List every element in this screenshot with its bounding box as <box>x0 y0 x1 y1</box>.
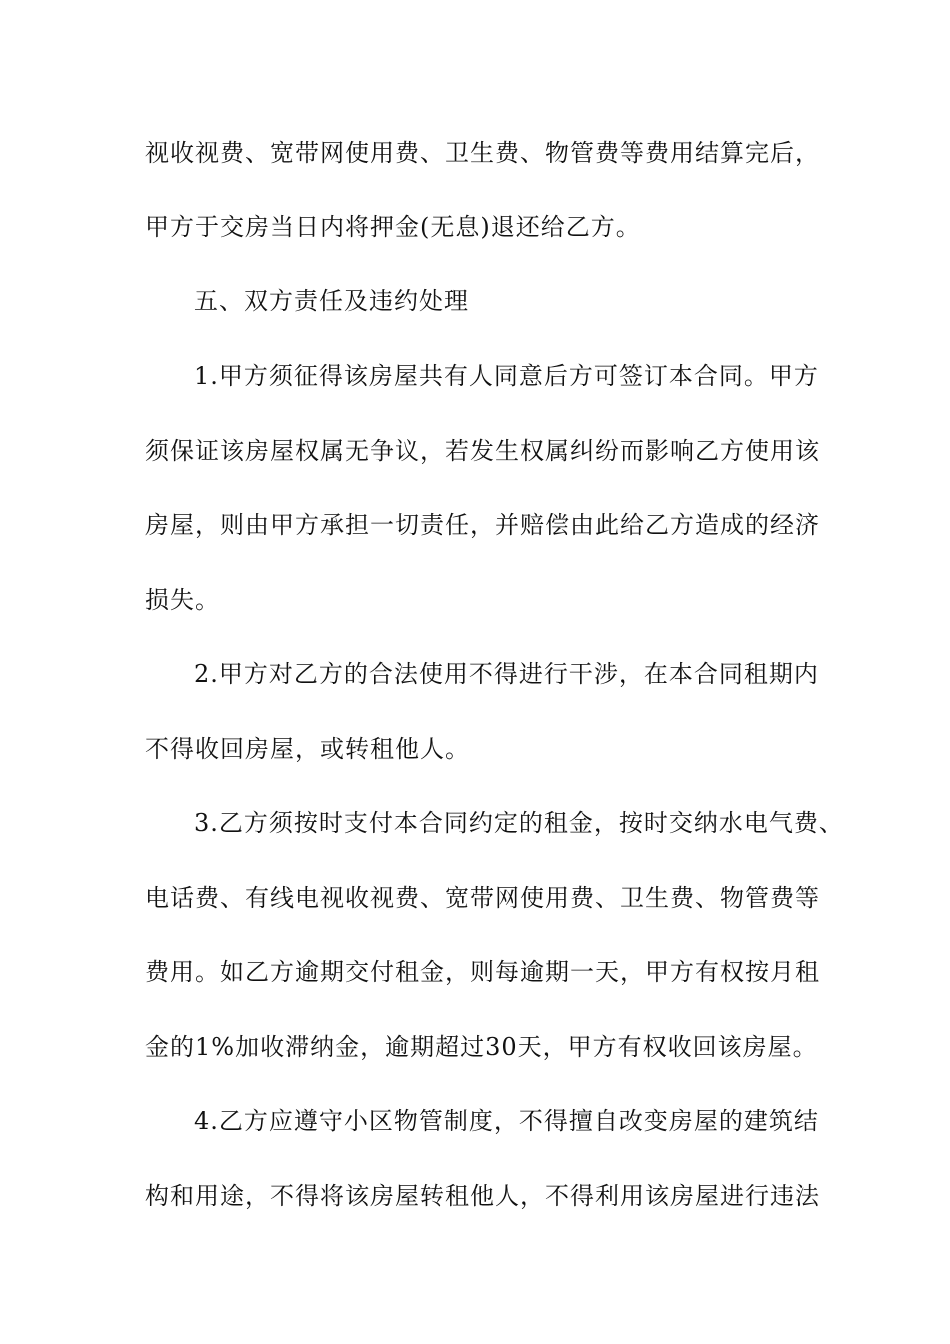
paragraph-line: 金的1%加收滞纳金，逾期超过30天，甲方有权收回该房屋。 <box>145 1033 818 1061</box>
paragraph-line: 2.甲方对乙方的合法使用不得进行干涉，在本合同租期内 <box>194 660 819 688</box>
section-heading: 五、双方责任及违约处理 <box>194 287 469 315</box>
paragraph-line: 损失。 <box>145 586 220 614</box>
paragraph-line: 3.乙方须按时支付本合同约定的租金，按时交纳水电气费、 <box>194 809 844 837</box>
paragraph-line: 构和用途，不得将该房屋转租他人，不得利用该房屋进行违法 <box>145 1182 820 1210</box>
paragraph-line: 费用。如乙方逾期交付租金，则每逾期一天，甲方有权按月租 <box>145 958 820 986</box>
paragraph-line: 须保证该房屋权属无争议，若发生权属纠纷而影响乙方使用该 <box>145 437 820 465</box>
paragraph-line: 不得收回房屋，或转租他人。 <box>145 735 470 763</box>
paragraph-line: 甲方于交房当日内将押金(无息)退还给乙方。 <box>145 213 641 241</box>
paragraph-line: 电话费、有线电视收视费、宽带网使用费、卫生费、物管费等 <box>145 884 820 912</box>
paragraph-line: 4.乙方应遵守小区物管制度，不得擅自改变房屋的建筑结 <box>194 1107 819 1135</box>
paragraph-line: 视收视费、宽带网使用费、卫生费、物管费等费用结算完后， <box>145 139 820 167</box>
paragraph-line: 房屋，则由甲方承担一切责任，并赔偿由此给乙方造成的经济 <box>145 511 820 539</box>
paragraph-line: 1.甲方须征得该房屋共有人同意后方可签订本合同。甲方 <box>194 362 819 390</box>
